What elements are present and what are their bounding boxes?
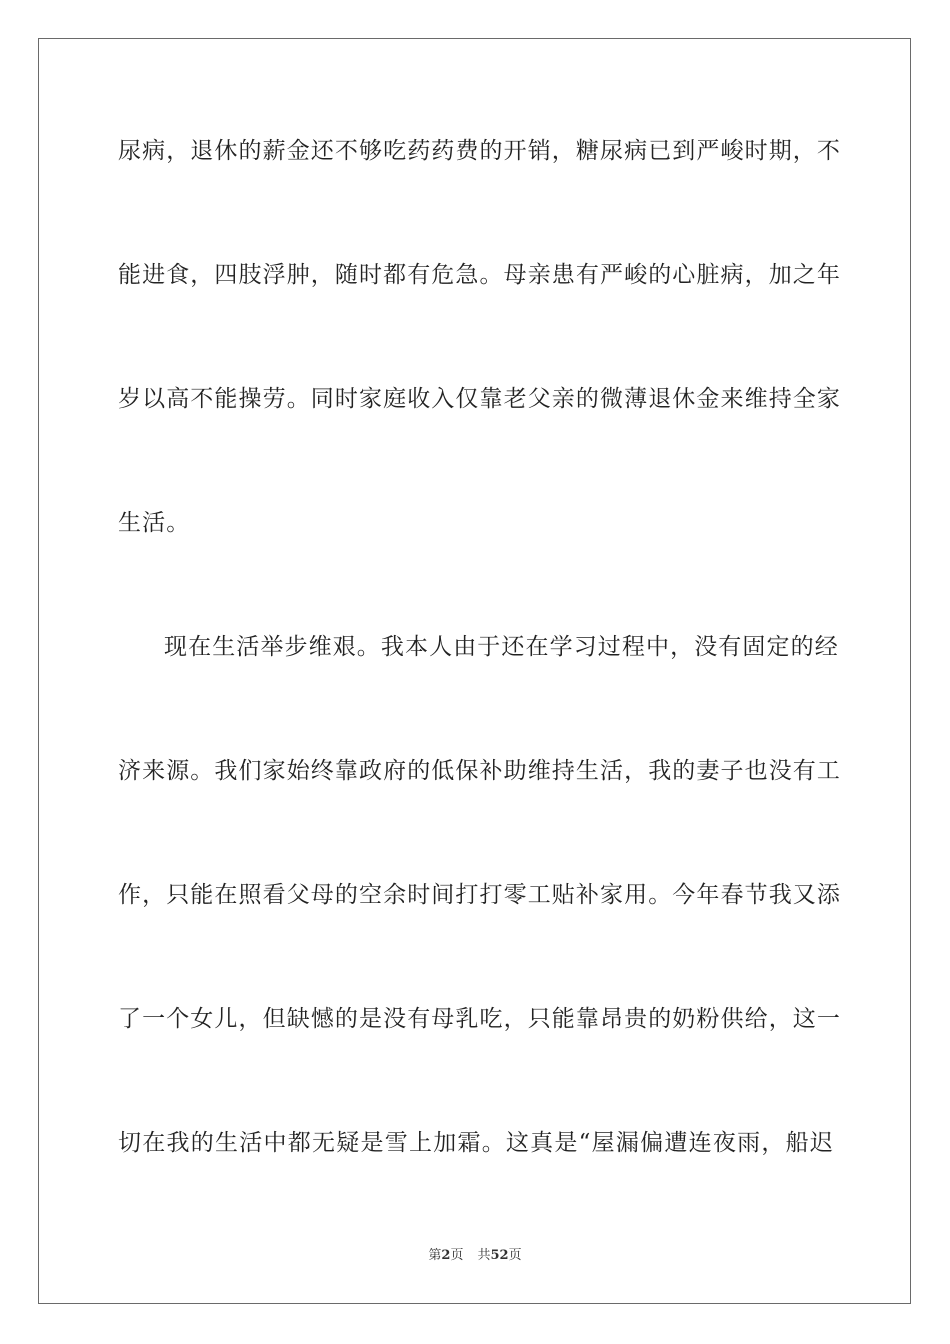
footer-total-prefix: 共 xyxy=(477,1248,491,1263)
paragraph-line-1: 尿病，退休的薪金还不够吃药药费的开销，糖尿病已到严峻时期，不 xyxy=(118,138,841,164)
footer-page-number: 2 xyxy=(441,1248,451,1263)
page-border xyxy=(38,38,911,1304)
paragraph-line-3: 岁以高不能操劳。同时家庭收入仅靠老父亲的微薄退休金来维持全家 xyxy=(118,386,841,412)
footer-page-suffix: 页 xyxy=(450,1248,464,1263)
paragraph-line-2: 能进食，四肢浮肿，随时都有危急。母亲患有严峻的心脏病，加之年 xyxy=(118,262,841,288)
footer-page-prefix: 第 xyxy=(428,1248,442,1263)
footer-total-suffix: 页 xyxy=(508,1248,522,1263)
footer-total-pages: 52 xyxy=(490,1248,509,1263)
paragraph-line-5: 现在生活举步维艰。我本人由于还在学习过程中，没有固定的经 xyxy=(164,634,839,660)
paragraph-line-7: 作，只能在照看父母的空余时间打打零工贴补家用。今年春节我又添 xyxy=(118,882,841,908)
paragraph-line-9: 切在我的生活中都无疑是雪上加霜。这真是“屋漏偏遭连夜雨，船迟 xyxy=(118,1130,834,1156)
paragraph-line-4: 生活。 xyxy=(118,510,191,536)
paragraph-line-6: 济来源。我们家始终靠政府的低保补助维持生活，我的妻子也没有工 xyxy=(118,758,841,784)
page-footer xyxy=(0,1247,950,1265)
paragraph-line-8: 了一个女儿，但缺憾的是没有母乳吃，只能靠昂贵的奶粉供给，这一 xyxy=(118,1006,841,1032)
